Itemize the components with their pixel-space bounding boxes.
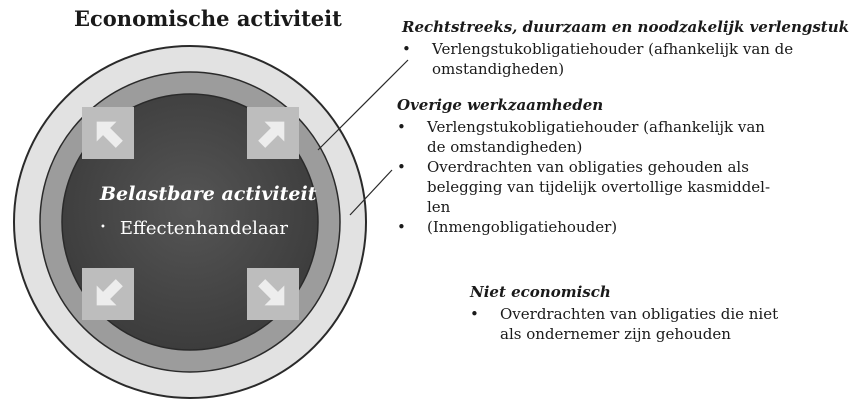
bullet-icon: • [397,218,406,236]
leader-line-middle-ring [318,60,408,150]
block-heading: Overige werkzaamheden [397,96,604,114]
list-item: • Verlengstukobligatiehouder (afhankelijk van de omstandigheden) [397,118,765,156]
bullet-icon: • [470,305,479,323]
center-item-text: Effectenhandelaar [119,218,288,239]
list-item: • Verlengstukobligatiehouder (afhankelijk van de omstandigheden) [402,40,794,78]
list-item: • Overdrachten van obligaties die niet als ondernemer zijn gehouden [470,305,779,343]
bullet-icon: • [397,158,406,176]
block-niet-economisch [470,282,790,344]
block-heading: Niet economisch [470,283,611,301]
list-item: • (Inmengobligatiehouder) [397,218,618,236]
bullet-icon: • [397,118,406,136]
diagram-title: Economische activiteit [74,6,342,31]
center-heading: Belastbare activiteit [100,183,317,205]
bullet-icon: • [100,222,106,233]
center-list-item [100,218,288,239]
block-overige-werkzaamheden [397,95,782,237]
list-item: • Overdrachten van obligaties gehouden als belegging van tijdelijk overtollige kasmiddel-len [397,158,771,216]
block-heading: Rechtstreeks, duurzaam en noodzakelijk verlengstuk [402,18,849,36]
block-verlengstuk [402,17,849,79]
bullet-icon: • [402,40,411,58]
